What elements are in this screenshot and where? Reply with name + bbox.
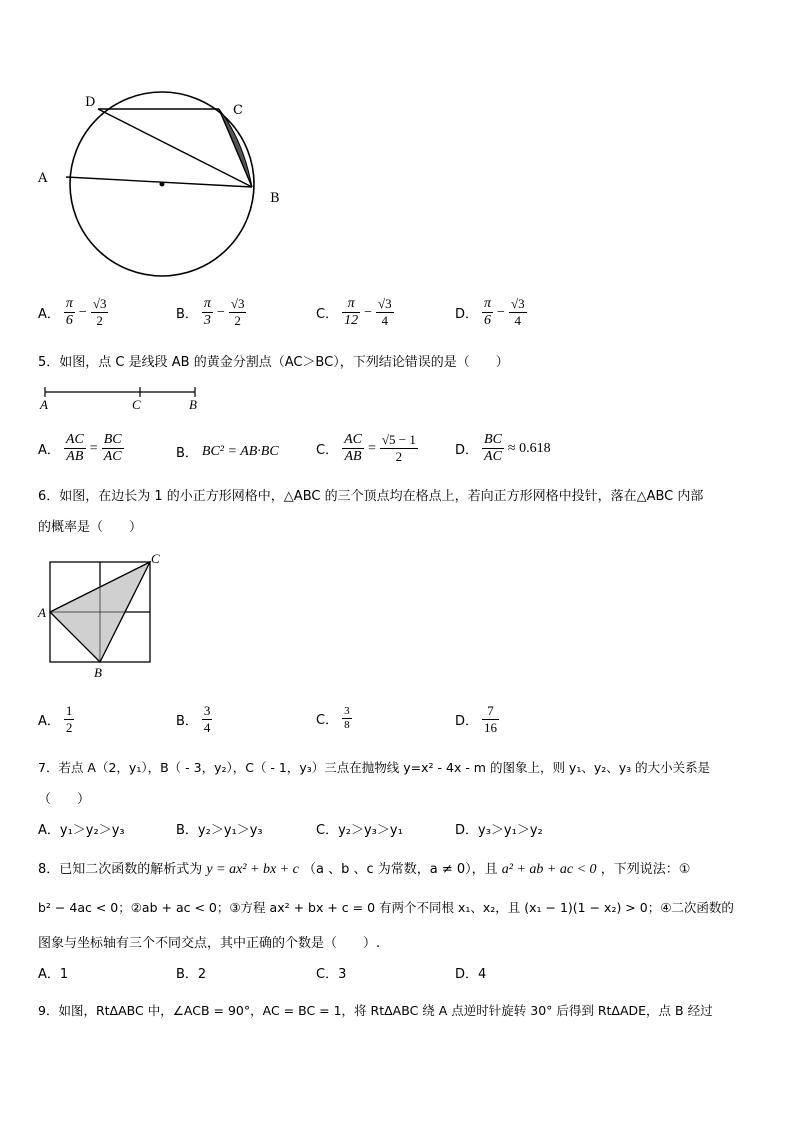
segment-label-B: B <box>189 397 197 412</box>
q6-stem-line2: 的概率是（ ） <box>38 520 143 535</box>
segment-label-A: A <box>40 397 48 412</box>
q8-option-d[interactable]: D．4 <box>455 967 487 982</box>
q8-stem-line2: b² − 4ac < 0；②ab + ac < 0；③方程 ax² + bx + c = 0 有两个不同根 x₁、x₂，且 (x₁ − 1)(1 − x₂) > 0；④二次函数的 <box>38 900 734 915</box>
label-C: C <box>233 103 243 118</box>
grid-label-C: C <box>151 551 160 566</box>
q6-option-a[interactable]: A． $\frac{1}{2}$ <box>38 703 73 735</box>
segment-label-C: C <box>132 397 141 412</box>
label-D: D <box>85 95 96 110</box>
q6-option-d[interactable]: D． $\frac{7}{16}$ <box>455 703 498 735</box>
circle-diagram <box>30 88 290 278</box>
q7-option-a[interactable]: A．y₁＞y₂＞y₃ <box>38 823 125 838</box>
q7-stem-line1: 7．若点 A（2，y₁），B（ - 3，y₂），C（ - 1，y₃）三点在抛物线 y=x² - 4x - m 的图象上，则 y₁、y₂、y₃ 的大小关系是 <box>38 760 711 775</box>
q4-option-a[interactable]: A． $\frac{\pi}{6}$ − $\frac{√3}{2}$ <box>38 296 107 328</box>
q4-option-c[interactable]: C． $\frac{\pi}{12}$ − $\frac{√3}{4}$ <box>316 296 392 328</box>
q5-stem: 5．如图，点 C 是线段 AB 的黄金分割点（AC＞BC），下列结论错误的是（ ） <box>38 355 509 370</box>
q7-option-b[interactable]: B．y₂＞y₁＞y₃ <box>176 823 263 838</box>
q7-option-d[interactable]: D．y₃＞y₁＞y₂ <box>455 823 543 838</box>
q4-option-b[interactable]: B． $\frac{\pi}{3}$ − $\frac{√3}{2}$ <box>176 296 245 328</box>
q4-option-d[interactable]: D． $\frac{\pi}{6}$ − $\frac{√3}{4}$ <box>455 296 525 328</box>
q6-grid-figure <box>36 552 166 682</box>
label-A: A <box>38 171 48 186</box>
segment-diagram <box>38 385 208 415</box>
q8-option-b[interactable]: B．2 <box>176 967 207 982</box>
q5-option-b[interactable]: B． BC² = AB·BC <box>176 443 279 461</box>
q6-option-c[interactable]: C． $\frac{3}{8}$ <box>316 705 350 731</box>
q4-figure <box>30 88 290 278</box>
label-B: B <box>270 191 280 206</box>
q6-option-b[interactable]: B． $\frac{3}{4}$ <box>176 703 211 735</box>
q6-stem-line1: 6．如图，在边长为 1 的小正方形网格中，△ABC 的三个顶点均在格点上，若向正方形网格中投针，落在△ABC 内部 <box>38 489 704 504</box>
q7-stem-line2: （ ） <box>38 792 91 807</box>
q5-option-c[interactable]: C． $\frac{AC}{AB}$ = $\frac{√5 - 1}{2}$ <box>316 432 416 464</box>
grid-triangle-diagram <box>36 552 166 682</box>
q8-option-c[interactable]: C．3 <box>316 967 347 982</box>
q8-option-a[interactable]: A．1 <box>38 967 69 982</box>
q5-option-a[interactable]: A． $\frac{AC}{AB}$ = $\frac{BC}{AC}$ <box>38 432 122 464</box>
q8-stem-line3: 图象与坐标轴有三个不同交点，其中正确的个数是（ ）. <box>38 936 381 951</box>
grid-label-A: A <box>38 605 46 620</box>
q5-segment-figure <box>38 385 208 415</box>
grid-label-B: B <box>94 665 102 680</box>
q5-option-d[interactable]: D． $\frac{BC}{AC}$ ≈ 0.618 <box>455 432 551 464</box>
q8-stem-line1: 8．已知二次函数的解析式为 y = ax² + bx + c （a 、b 、c 为常数，a ≠ 0），且 a² + ab + ac < 0 ，下列说法：① <box>38 862 691 877</box>
q7-option-c[interactable]: C．y₂＞y₃＞y₁ <box>316 823 403 838</box>
q9-stem-line1: 9．如图，RtΔABC 中，∠ACB = 90°，AC = BC = 1，将 RtΔABC 绕 A 点逆时针旋转 30° 后得到 RtΔADE，点 B 经过 <box>38 1003 713 1018</box>
